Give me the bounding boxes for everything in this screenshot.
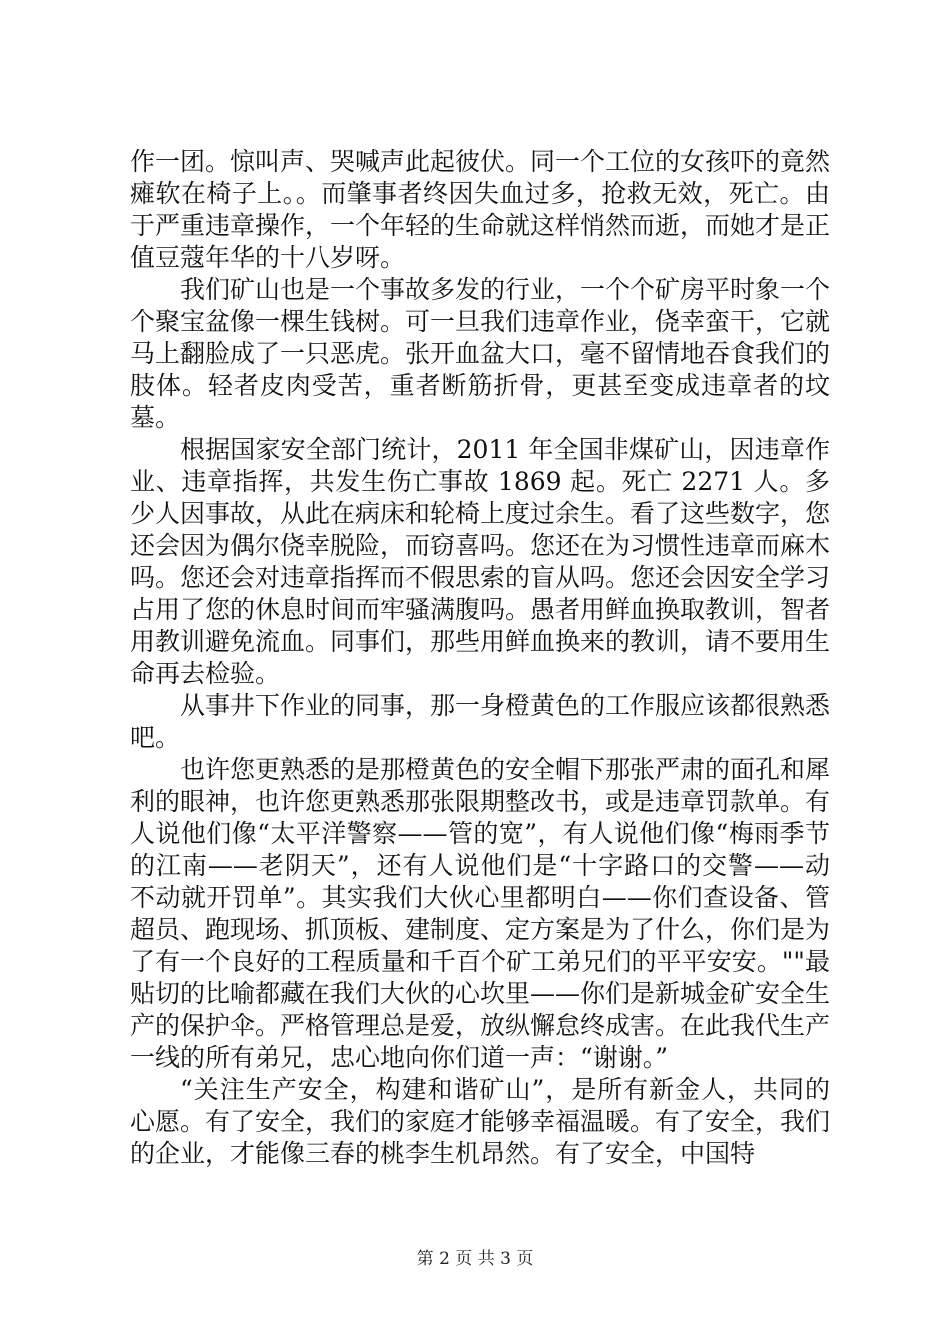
paragraph-6: “关注生产安全，构建和谐矿山”，是所有新金人，共同的心愿。有了安全，我们的家庭才能够幸福温暖。有了安全，我们的企业，才能像三春的桃李生机昂然。有了安全，中国特: [130, 1075, 831, 1168]
paragraph-1: 作一团。惊叫声、哭喊声此起彼伏。同一个工位的女孩吓的竟然瘫软在椅子上。。而肇事者终因失血过多，抢救无效，死亡。由于严重违章操作，一个年轻的生命就这样悄然而逝，而她才是正值豆蔻年华的十八岁呀。: [130, 147, 831, 272]
paragraph-4: 从事井下作业的同事，那一身橙黄色的工作服应该都很熟悉吧。: [130, 691, 831, 752]
paragraph-2: 我们矿山也是一个事故多发的行业，一个个矿房平时象一个个聚宝盆像一棵生钱树。可一旦我们违章作业，侥幸蛮干，它就马上翻脸成了一只恶虎。张开血盆大口，毫不留情地吞食我们的肢体。轻者皮肉受苦，重者断筋折骨，更甚至变成违章者的坟墓。: [130, 275, 831, 432]
body-text: [130, 146, 830, 1170]
paragraph-3: 根据国家安全部门统计，2011 年全国非煤矿山，因违章作业、违章指挥，共发生伤亡事故 1869 起。死亡 2271 人。多少人因事故，从此在病床和轮椅上度过余生。看了这些数字，您还会因为偶尔侥幸脱险，而窃喜吗。您还在为习惯性违章而麻木吗。您还会对违章指挥而不假思索的盲从吗。您还会因安全学习占用了您的休息时间而牢骚满腹吗。愚者用鲜血换取教训，智者用教训避免流血。同事们，那些用鲜血换来的教训，请不要用生命再去检验。: [130, 435, 831, 688]
page-number-footer: 第 2 页 共 3 页: [416, 1249, 534, 1269]
paragraph-5: 也许您更熟悉的是那橙黄色的安全帽下那张严肃的面孔和犀利的眼神，也许您更熟悉那张限期整改书，或是违章罚款单。有人说他们像“太平洋警察——管的宽”，有人说他们像“梅雨季节的江南——老阴天”，还有人说他们是“十字路口的交警——动不动就开罚单”。其实我们大伙心里都明白——你们查设备、管超员、跑现场、抓顶板、建制度、定方案是为了什么，你们是为了有一个良好的工程质量和千百个矿工弟兄们的平平安安。""最贴切的比喻都藏在我们大伙的心坎里——你们是新城金矿安全生产的保护伞。严格管理总是爱，放纵懈怠终成害。在此我代生产一线的所有弟兄，忠心地向你们道一声：“谢谢。”: [130, 755, 831, 1072]
